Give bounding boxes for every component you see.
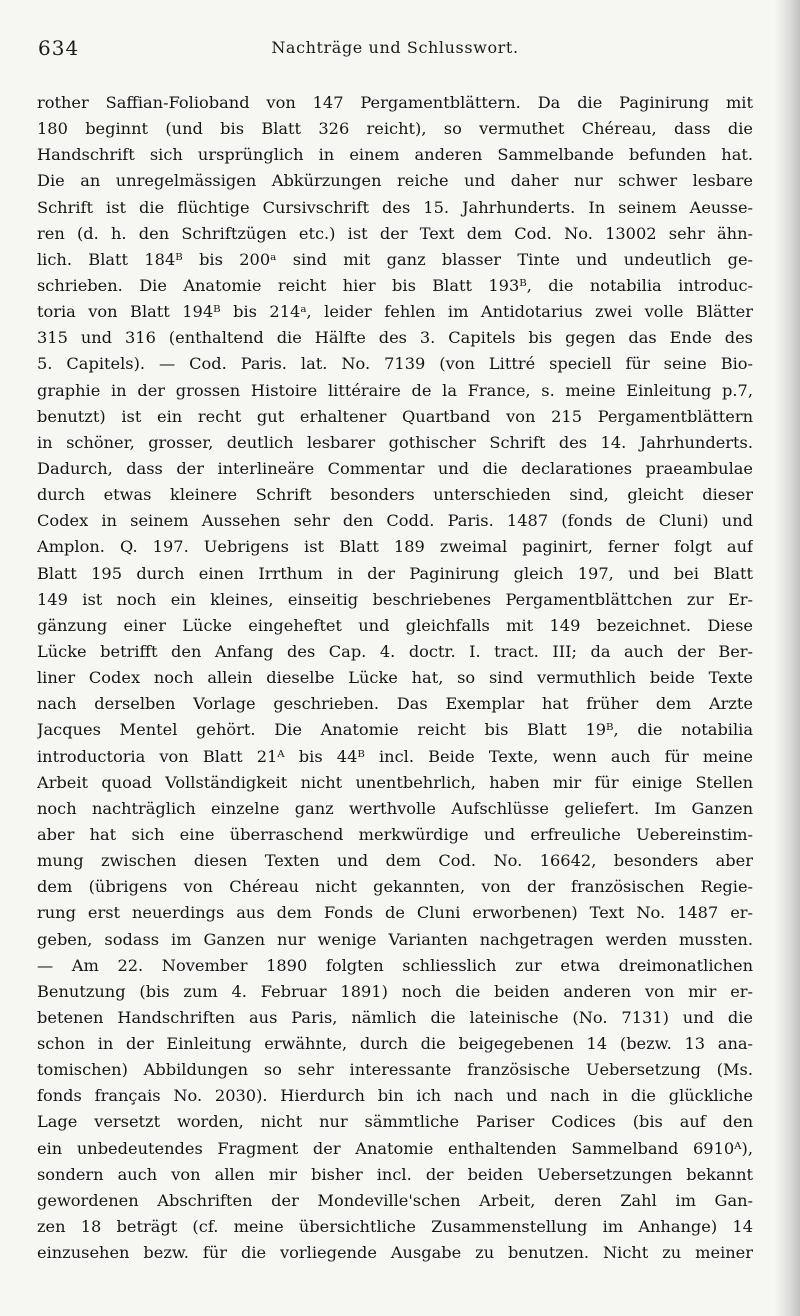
text-line: Lage versetzt worden, nicht nur sämmtliche Pariser Codices (bis auf den (37, 1112, 753, 1132)
text-line: einzusehen bezw. für die vorliegende Ausgabe zu benutzen. Nicht zu meiner (37, 1243, 753, 1263)
text-line: Codex in seinem Aussehen sehr den Codd. Paris. 1487 (fonds de Cluni) und (37, 511, 753, 531)
text-line: lich. Blatt 184ᴮ bis 200ᵃ sind mit ganz blasser Tinte und undeutlich ge- (37, 249, 753, 269)
text-line: introductoria von Blatt 21ᴬ bis 44ᴮ incl. Beide Texte, wenn auch für meine (37, 746, 753, 766)
text-line: geben, sodass im Ganzen nur wenige Varianten nachgetragen werden mussten. (37, 929, 753, 949)
page-number: 634 (38, 36, 80, 60)
text-line: Lücke betrifft den Anfang des Cap. 4. doctr. I. tract. III; da auch der Ber- (37, 641, 753, 661)
text-line: graphie in der grossen Histoire littéraire de la France, s. meine Einleitung p.7, (37, 380, 753, 400)
text-line: sondern auch von allen mir bisher incl. der beiden Uebersetzungen bekannt (37, 1164, 753, 1184)
text-line: 315 und 316 (enthaltend die Hälfte des 3. Capitels bis gegen das Ende des (37, 328, 753, 348)
text-line: Die an unregelmässigen Abkürzungen reiche und daher nur schwer lesbare (37, 171, 753, 191)
running-head: Nachträge und Schlusswort. (271, 38, 519, 57)
text-line: aber hat sich eine überraschend merkwürdige und erfreuliche Uebereinstim- (37, 824, 753, 844)
text-line: noch nachträglich einzelne ganz werthvolle Aufschlüsse geliefert. Im Ganzen (37, 798, 753, 818)
text-line: toria von Blatt 194ᴮ bis 214ᵃ, leider fehlen im Antidotarius zwei volle Blätter (37, 302, 753, 322)
page-edge-shadow (774, 0, 800, 1316)
text-line: zen 18 beträgt (cf. meine übersichtliche Zusammenstellung im Anhange) 14 (37, 1217, 753, 1237)
text-line: dem (übrigens von Chéreau nicht gekannten, von der französischen Regie- (37, 877, 753, 897)
text-line: Arbeit quoad Vollständigkeit nicht unentbehrlich, haben mir für einige Stellen (37, 772, 753, 792)
text-line: betenen Handschriften aus Paris, nämlich die lateinische (No. 7131) und die (37, 1007, 753, 1027)
text-line: fonds français No. 2030). Hierdurch bin ich nach und nach in die glückliche (37, 1086, 753, 1106)
text-line: gewordenen Abschriften der Mondeville'schen Arbeit, deren Zahl im Gan- (37, 1190, 753, 1210)
text-line: Dadurch, dass der interlineäre Commentar und die declarationes praeambulae (37, 458, 753, 478)
text-line: rung erst neuerdings aus dem Fonds de Cluni erworbenen) Text No. 1487 er- (37, 903, 753, 923)
text-line: schrieben. Die Anatomie reicht hier bis Blatt 193ᴮ, die notabilia introduc- (37, 275, 753, 295)
text-line: 5. Capitels). — Cod. Paris. lat. No. 7139 (von Littré speciell für seine Bio- (37, 354, 753, 374)
text-line: Blatt 195 durch einen Irrthum in der Paginirung gleich 197, und bei Blatt (37, 563, 753, 583)
text-line: 149 ist noch ein kleines, einseitig beschriebenes Pergamentblättchen zur Er- (37, 589, 753, 609)
body-text (37, 90, 753, 1266)
text-line: liner Codex noch allein dieselbe Lücke hat, so sind vermuthlich beide Texte (37, 668, 753, 688)
text-line: Benutzung (bis zum 4. Februar 1891) noch die beiden anderen von mir er- (37, 981, 753, 1001)
page-header (38, 32, 752, 62)
text-line: gänzung einer Lücke eingeheftet und gleichfalls mit 149 bezeichnet. Diese (37, 615, 753, 635)
text-line: rother Saffian-Folioband von 147 Pergamentblättern. Da die Paginirung mit (37, 93, 753, 112)
text-line: mung zwischen diesen Texten und dem Cod. No. 16642, besonders aber (37, 851, 753, 871)
text-line: durch etwas kleinere Schrift besonders unterschieden sind, gleicht dieser (37, 485, 753, 505)
text-line: ein unbedeutendes Fragment der Anatomie enthaltenden Sammelband 6910ᴬ), (37, 1138, 753, 1158)
text-line: 180 beginnt (und bis Blatt 326 reicht), so vermuthet Chéreau, dass die (37, 119, 753, 139)
text-line: schon in der Einleitung erwähnte, durch die beigegebenen 14 (bezw. 13 ana- (37, 1034, 753, 1054)
text-line: tomischen) Abbildungen so sehr interessante französische Uebersetzung (Ms. (37, 1060, 753, 1080)
text-line: Amplon. Q. 197. Uebrigens ist Blatt 189 zweimal paginirt, ferner folgt auf (37, 537, 753, 557)
text-line: Handschrift sich ursprünglich in einem anderen Sammelbande befunden hat. (37, 145, 753, 165)
text-line: Schrift ist die flüchtige Cursivschrift des 15. Jahrhunderts. In seinem Aeusse- (37, 197, 753, 217)
text-line: ren (d. h. den Schriftzügen etc.) ist der Text dem Cod. No. 13002 sehr ähn- (37, 223, 753, 243)
text-line: in schöner, grosser, deutlich lesbarer gothischer Schrift des 14. Jahrhunderts. (37, 432, 753, 452)
text-line: Jacques Mentel gehört. Die Anatomie reicht bis Blatt 19ᴮ, die notabilia (37, 720, 753, 740)
text-line: nach derselben Vorlage geschrieben. Das Exemplar hat früher dem Arzte (37, 694, 753, 714)
text-line: benutzt) ist ein recht gut erhaltener Quartband von 215 Pergamentblättern (37, 406, 753, 426)
text-line: — Am 22. November 1890 folgten schliesslich zur etwa dreimonatlichen (37, 955, 753, 975)
